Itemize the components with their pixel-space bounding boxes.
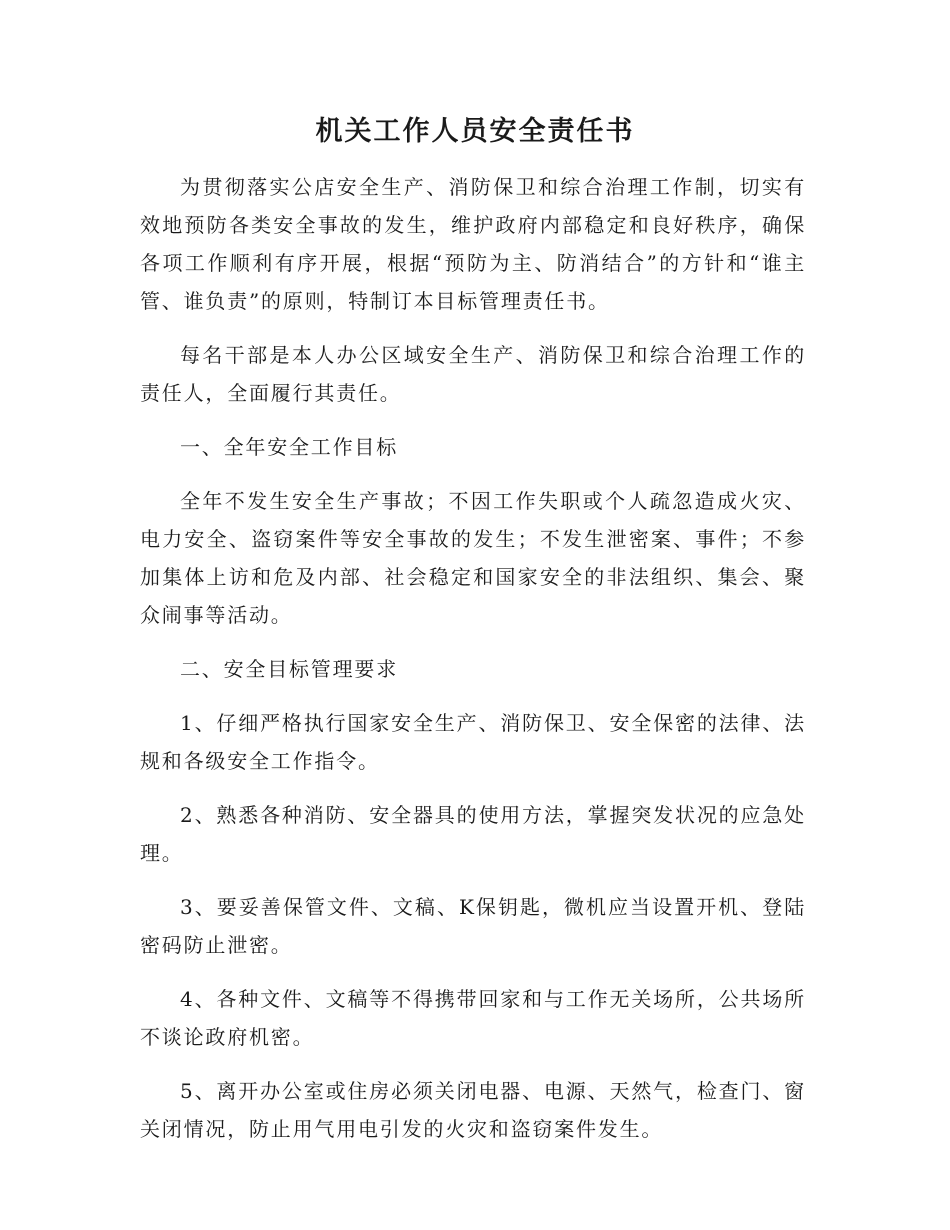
- requirement-item-2: 2、熟悉各种消防、安全器具的使用方法，掌握突发状况的应急处理。: [140, 803, 806, 865]
- section-heading-goals: 一、全年安全工作目标: [180, 435, 398, 459]
- requirement-item-1: 1、仔细严格执行国家安全生产、消防保卫、安全保密的法律、法规和各级安全工作指令。: [140, 711, 806, 773]
- requirement-item-5: 5、离开办公室或住房必须关闭电器、电源、天然气，检查门、窗关闭情况，防止用气用电引发的火灾和盗窃案件发生。: [140, 1079, 806, 1141]
- intro-paragraph: 为贯彻落实公店安全生产、消防保卫和综合治理工作制，切实有效地预防各类安全事故的发生，维护政府内部稳定和良好秩序，确保各项工作顺利有序开展，根据“预防为主、防消结合”的方针和“谁主管、谁负责”的原则，特制订本目标管理责任书。: [140, 175, 806, 313]
- goals-paragraph: 全年不发生安全生产事故；不因工作失职或个人疏忽造成火灾、电力安全、盗窃案件等安全事故的发生；不发生泄密案、事件；不参加集体上访和危及内部、社会稳定和国家安全的非法组织、集会、聚众闹事等活动。: [140, 489, 806, 627]
- document-body: [140, 168, 806, 1164]
- section-heading-requirements: 二、安全目标管理要求: [180, 657, 398, 681]
- requirement-item-3: 3、要妥善保管文件、文稿、K保钥匙，微机应当设置开机、登陆密码防止泄密。: [140, 895, 806, 957]
- responsibility-paragraph: 每名干部是本人办公区域安全生产、消防保卫和综合治理工作的责任人，全面履行其责任。: [140, 343, 806, 405]
- requirement-item-4: 4、各种文件、文稿等不得携带回家和与工作无关场所，公共场所不谈论政府机密。: [140, 987, 806, 1049]
- document-title: 机关工作人员安全责任书: [315, 116, 635, 147]
